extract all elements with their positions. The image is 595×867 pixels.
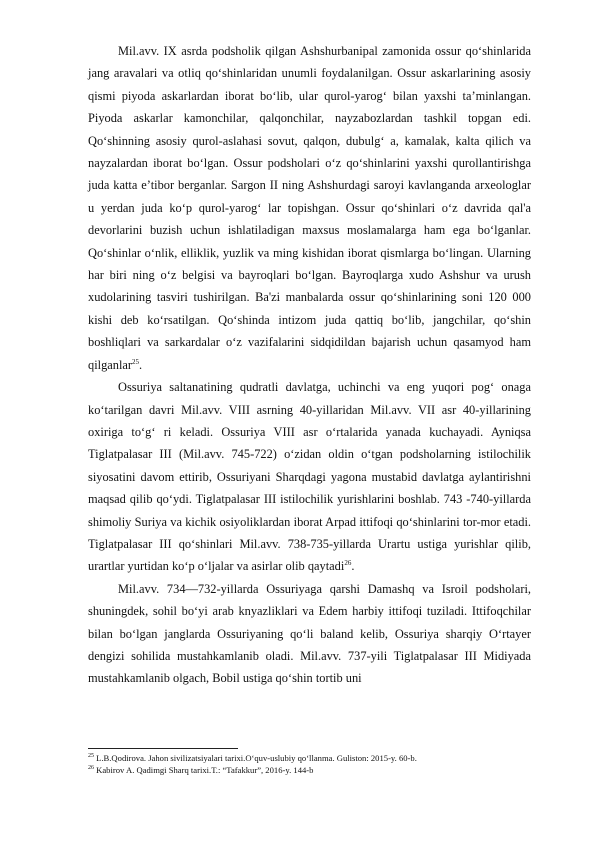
paragraph-tail: . <box>139 357 143 372</box>
footnote-ref-26[interactable]: 26 <box>344 559 352 568</box>
footnote-26 <box>88 764 531 776</box>
footnote-number: 26 <box>88 765 94 772</box>
footnote-divider <box>88 748 238 749</box>
footnote-25 <box>88 752 531 764</box>
paragraph-text: Mil.avv. 734—732-yillarda Ossuriyaga qarshi Damashq va Isroil podsholari, shuningdek, sohil bo‘yi arab knyazliklari va Edem harbiy ittifoqi tuziladi. Ittifoqchilar bilan bo‘lgan janglarda Ossuriyaning qo‘li baland kelib, Ossuriya sharqiy O‘rtayer dengizi sohilida mustahkamlanib oladi. Mil.avv. 737-yili Tiglatpalasar III Midiyada mustahkamlanib olgach, Bobil ustiga qo‘shin tortib uni <box>88 581 531 686</box>
document-body <box>88 40 531 690</box>
paragraph-2 <box>88 376 531 578</box>
paragraph-text: Ossuriya saltanatining qudratli davlatga, uchinchi va eng yuqori pog‘ onaga ko‘tarilgan davri Mil.avv. VIII asrning 40-yillaridan Mil.avv. VII asr 40-yillarining oxiriga to‘g‘ ri keladi. Ossuriya VIII asr o‘rtalarida yanada kuchayadi. Ayniqsa Tiglatpalasar III (Mil.avv. 745-722) o‘zidan oldin o‘tgan podsholarning istilochilik siyosatini davom ettirib, Ossuriyani Sharqdagi yagona mustabid davlatga aylantirishni maqsad qilib qo‘ydi. Tiglatpalasar III istilochilik yurishlarini boshlab. 743 -740-yillarda shimoliy Suriya va kichik osiyoliklardan iborat Arpad ittifoqi qo‘shinlarini tor-mor etadi. Tiglatpalasar III qo‘shinlari Mil.avv. 738-735-yillarda Urartu ustiga yurishlar qilib, urartlar yurtidan ko‘p o‘ljalar va asirlar olib qaytadi <box>88 380 531 574</box>
footnotes <box>88 752 531 776</box>
footnote-number: 25 <box>88 753 94 760</box>
footnote-text: Kabirov A. Qadimgi Sharq tarixi.T.: “Tafakkur”, 2016-y. 144-b <box>96 765 314 775</box>
paragraph-text: Mil.avv. IX asrda podsholik qilgan Ashshurbanipal zamonida ossur qo‘shinlarida jang aravalari va otliq qo‘shinlaridan unumli foydalanilgan. Ossur askarlarining asosiy qismi piyoda askarlardan iborat bo‘lib, ular qurol-yarog‘ bilan yaxshi ta’minlangan. Piyoda askarlar kamonchilar, qalqonchilar, nayzabozlardan tashkil topgan edi. Qo‘shinning asosiy qurol-aslahasi sovut, qalqon, dubulg‘ a, kamalak, kalta qilich va nayzalardan iborat bo‘lgan. Ossur podsholari o‘z qo‘shinlarini yaxshi qurollantirishga juda katta e’tibor berganlar. Sargon II ning Ashshurdagi saroyi kavlanganda arxeologlar u yerdan juda ko‘p qurol-yarog‘ lar topishgan. Ossur qo‘shinlari o‘z davrida qal'a devorlarini buzish uchun ishlatiladigan maxsus moslamalarga ham ega bo‘lganlar. Qo‘shinlar o‘nlik, elliklik, yuzlik va ming kishidan iborat qismlarga bo‘lingan. Ularning har biri ning o‘z belgisi va bayroqlari bo‘lgan. Bayroqlarga xudo Ashshur va urush xudolarining tasviri tushirilgan. Ba'zi manbalarda ossur qo‘shinlarining soni 120 000 kishi deb ko‘rsatilgan. Qo‘shinda intizom juda qattiq bo‘lib, jangchilar, qo‘shin boshliqlari va sarkardalar o‘z vazifalarini sidqidildan bajarish uchun qasamyod ham qilganlar <box>88 44 531 372</box>
paragraph-tail: . <box>351 559 355 574</box>
footnote-ref-25[interactable]: 25 <box>132 357 140 366</box>
paragraph-1 <box>88 40 531 376</box>
footnote-text: L.B.Qodirova. Jahon sivilizatsiyalari tarixi.O‘quv-uslubiy qo‘llanma. Guliston: 2015-y. 60-b. <box>96 753 417 763</box>
paragraph-3 <box>88 578 531 690</box>
